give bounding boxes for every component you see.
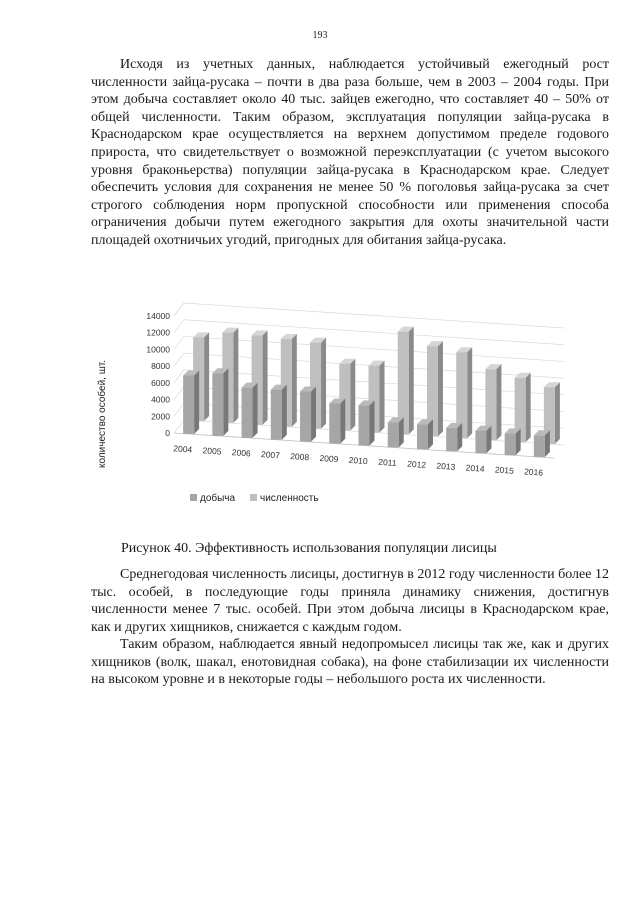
bar-dobycha-2008-front xyxy=(300,392,311,442)
bar-chislennost-2013-side xyxy=(467,347,472,438)
x-tick-label: 2013 xyxy=(436,460,456,472)
bar-dobycha-2013-side xyxy=(457,423,462,451)
bar-dobycha-2012-front xyxy=(417,424,428,449)
bar-dobycha-2007 xyxy=(271,385,287,440)
bar-dobycha-2011-front xyxy=(388,422,399,447)
bar-dobycha-2008-side xyxy=(311,387,316,442)
bar-chislennost-2016-side xyxy=(555,382,560,444)
bar-chislennost-2004-side xyxy=(204,332,209,421)
bar-dobycha-2010 xyxy=(359,400,375,445)
gridline xyxy=(184,303,564,328)
bar-dobycha-2004-front xyxy=(183,375,194,434)
gridline-side xyxy=(174,303,184,316)
bar-chislennost-2005-side xyxy=(233,328,238,423)
y-axis-label: количество особей, шт. xyxy=(97,360,108,468)
bar-dobycha-2008 xyxy=(300,387,316,442)
gridline-side xyxy=(174,403,184,416)
bar-dobycha-2016 xyxy=(534,430,550,457)
bar-dobycha-2014-front xyxy=(475,431,486,454)
y-tick-label: 6000 xyxy=(151,377,170,388)
y-tick-label: 2000 xyxy=(151,411,170,422)
bar-dobycha-2005-front xyxy=(212,373,223,436)
legend-label-chislennost: численность xyxy=(260,493,319,504)
bar-dobycha-2005-side xyxy=(223,368,228,436)
x-tick-label: 2009 xyxy=(319,452,339,465)
bar-dobycha-2006-side xyxy=(253,383,258,438)
bar-dobycha-2015-front xyxy=(505,433,516,455)
bar-dobycha-2012-side xyxy=(428,419,433,449)
x-tick-label: 2004 xyxy=(173,443,193,455)
paragraph-conclusion: Таким образом, наблюдается явный недопромысел лисицы так же, как и других хищников (волк, шакал, енотовидная собака), на фоне стабилизации их численности на высоком уровне и в некоторые годы – небольшого роста их численности. xyxy=(91,637,609,688)
x-tick-label: 2007 xyxy=(260,449,281,461)
bar-dobycha-2004-side xyxy=(194,370,199,434)
bar-chislennost-2008-side xyxy=(321,338,326,429)
y-tick-label: 4000 xyxy=(151,394,170,405)
fox-population-chart xyxy=(92,296,572,516)
x-tick-label: 2012 xyxy=(406,458,427,471)
x-tick-label: 2010 xyxy=(348,454,368,467)
bar-dobycha-2006-front xyxy=(242,388,253,438)
gridline-side xyxy=(174,420,184,433)
bar-dobycha-2007-front xyxy=(271,390,282,440)
bar-dobycha-2013-front xyxy=(446,428,457,451)
bar-dobycha-2007-side xyxy=(282,385,287,440)
paragraph-hare-population: Исходя из учетных данных, наблюдается устойчивый ежегодный рост численности зайца-русака – почти в два раза больше, чем в 2003 – 2004 годы. При этом добыча составляет около 40 тыс. зайцев ежегодно, что составляет 40 – 50% от общей численности. Таким образом, эксплуатация популяции зайца-русака в Краснодарском крае осуществляется на верхнем допустимом пределе годового прироста, что свидетельствует о возможной переэксплуатации (с учетом высокого уровня браконьерства) популяции зайца-русака в Краснодарском крае. Следует обеспечить условия для сохранения не менее 50 % поголовья зайца-русака за счет строгого соблюдения норм пропускной способности или применения способа ограничения добычи путем ежегодного закрытия для охоты значительной части площадей охотничьих угодий, пригодных для обитания зайца-русака. xyxy=(91,57,609,248)
gridline-side xyxy=(174,353,184,366)
bar-dobycha-2016-front xyxy=(534,435,545,457)
bar-dobycha-2011-side xyxy=(399,417,404,447)
legend-label-dobycha: добыча xyxy=(200,493,236,504)
x-tick-label: 2008 xyxy=(289,451,310,463)
x-tick-label: 2005 xyxy=(202,445,222,457)
legend xyxy=(190,492,319,504)
x-tick-label: 2015 xyxy=(494,464,515,476)
paragraph-fox-population: Среднегодовая численность лисицы, достигнув в 2012 году численности более 12 тыс. особей, в последующие годы приняла динамику снижения, достигнув численности менее 7 тыс. особей. При этом добыча лисицы в Краснодарском крае, как и других хищников, снижается с каждым годом. xyxy=(91,567,609,635)
bar-dobycha-2013 xyxy=(446,423,462,451)
bar-dobycha-2010-side xyxy=(370,400,375,445)
bar-chislennost-2007-side xyxy=(292,334,297,427)
gridline-side xyxy=(174,387,184,400)
x-tick-label: 2006 xyxy=(231,447,252,459)
bar-dobycha-2006 xyxy=(242,383,258,438)
bar-dobycha-2004 xyxy=(183,370,199,434)
legend-swatch-chislennost xyxy=(250,494,257,501)
gridline-side xyxy=(174,336,184,349)
y-tick-label: 8000 xyxy=(151,361,170,372)
x-tick-label: 2011 xyxy=(377,456,397,469)
y-axis-ticks xyxy=(146,311,170,438)
page-number: 193 xyxy=(312,30,328,41)
bar-chislennost-2009-side xyxy=(350,359,355,431)
gridline xyxy=(184,336,564,361)
y-tick-label: 12000 xyxy=(146,327,170,338)
figure-caption: Рисунок 40. Эффективность использования популяции лисицы xyxy=(121,541,497,556)
bar-dobycha-2009-side xyxy=(340,398,345,443)
y-tick-label: 14000 xyxy=(146,311,170,321)
bar-dobycha-2015 xyxy=(505,428,521,455)
bar-chislennost-2010-side xyxy=(380,361,385,433)
bar-dobycha-2011 xyxy=(388,417,404,447)
bar-dobycha-2009-front xyxy=(329,403,340,443)
gridline-side xyxy=(174,370,184,383)
bar-chislennost-2015-side xyxy=(526,373,531,442)
bar-dobycha-2005 xyxy=(212,368,228,436)
bar-chislennost-2011-side xyxy=(409,327,414,435)
gridline xyxy=(184,320,564,345)
bar-chislennost-2014-side xyxy=(496,364,501,440)
bar-dobycha-2014 xyxy=(475,426,491,454)
x-tick-label: 2014 xyxy=(465,462,485,474)
gridline-side xyxy=(174,320,184,333)
bar-dobycha-2009 xyxy=(329,398,345,443)
y-tick-label: 0 xyxy=(165,428,170,438)
bar-chislennost-2006-side xyxy=(263,330,268,424)
y-tick-label: 10000 xyxy=(146,344,170,355)
x-tick-label: 2016 xyxy=(523,466,544,478)
bar-dobycha-2012 xyxy=(417,419,433,449)
bar-dobycha-2010-front xyxy=(359,405,370,445)
legend-swatch-dobycha xyxy=(190,494,197,501)
bar-chislennost-2012-side xyxy=(438,341,443,436)
